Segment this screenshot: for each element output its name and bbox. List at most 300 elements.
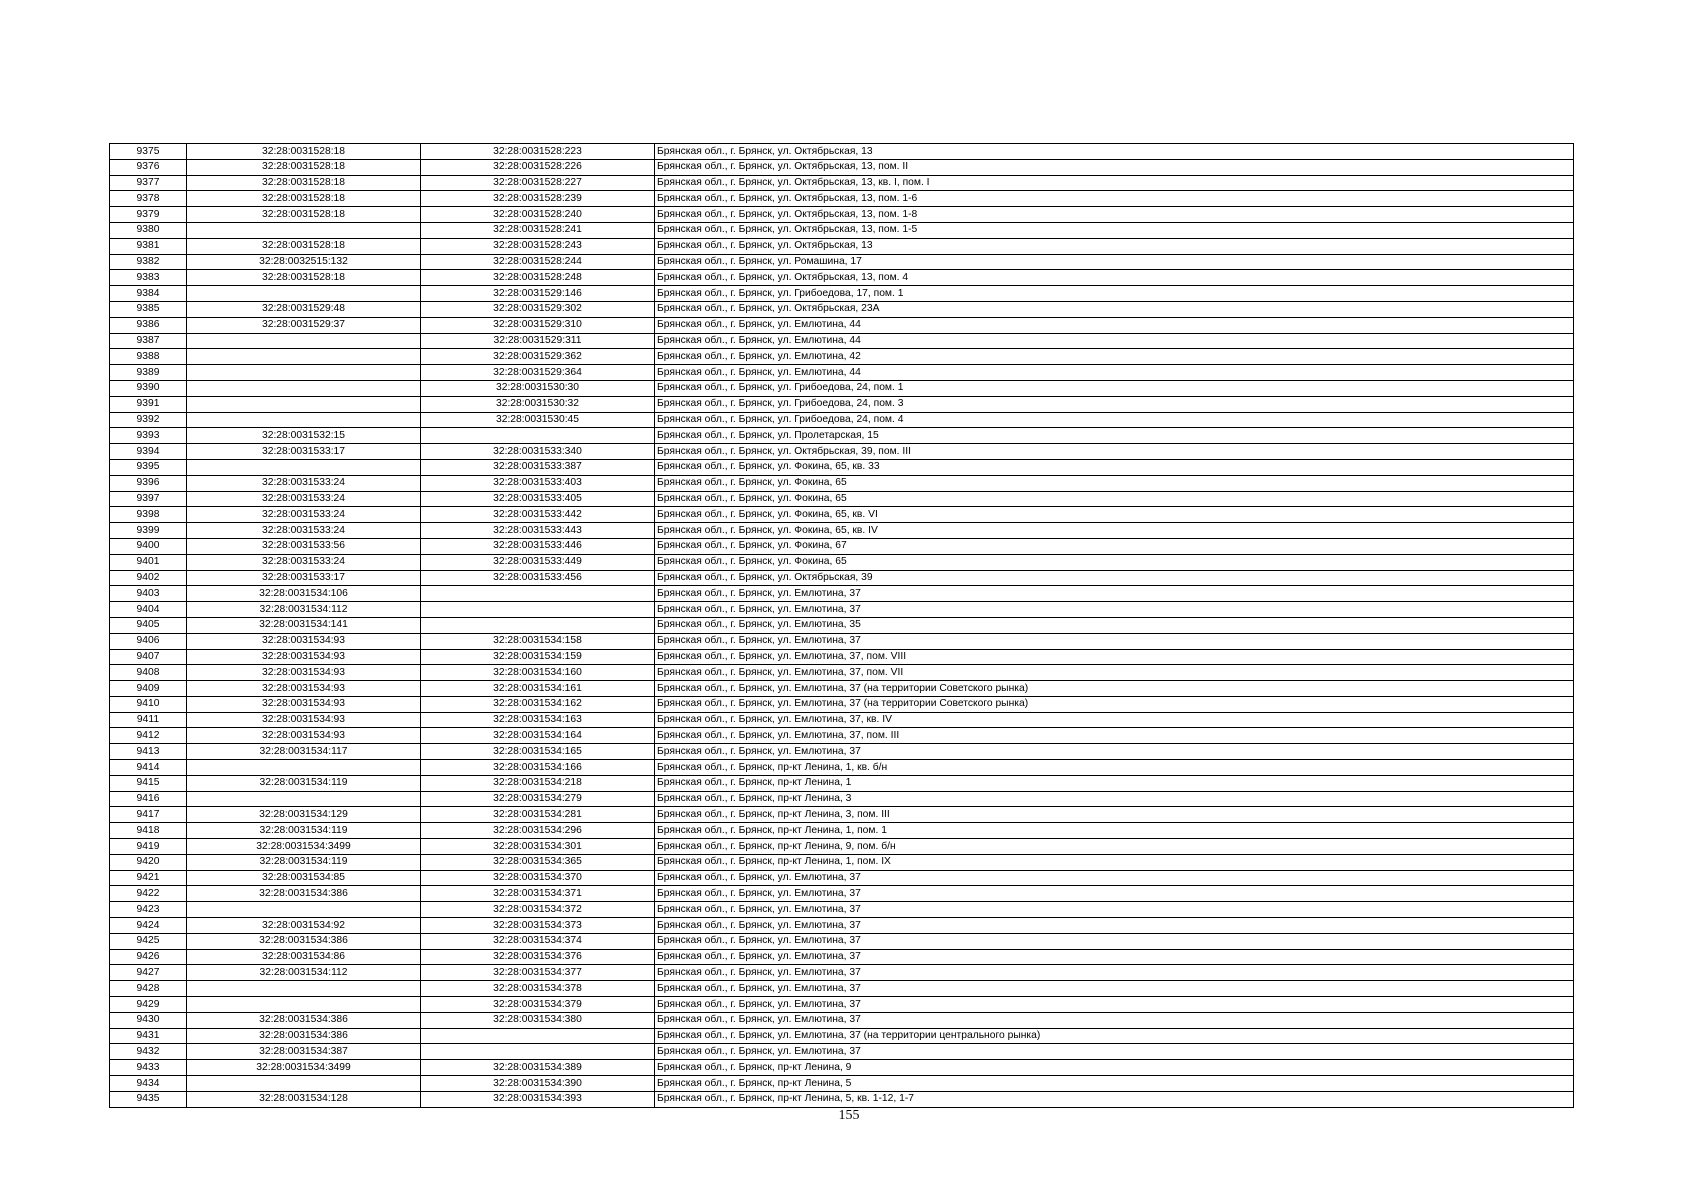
table-row: [110, 854, 1574, 870]
row-number-cell: 9377: [110, 175, 187, 191]
cadastral-number-cell: 32:28:0031534:301: [421, 839, 655, 855]
row-number-cell: 9416: [110, 791, 187, 807]
parent-cadastral-number-cell: 32:28:0031534:119: [187, 854, 421, 870]
parent-cadastral-number-cell: 32:28:0031534:93: [187, 649, 421, 665]
row-number-cell: 9421: [110, 870, 187, 886]
parent-cadastral-number-cell: [187, 365, 421, 381]
address-cell: Брянская обл., г. Брянск, ул. Ромашина, 17: [655, 254, 1574, 270]
table-row: [110, 523, 1574, 539]
table-row: [110, 712, 1574, 728]
address-cell: Брянская обл., г. Брянск, пр-кт Ленина, 3: [655, 791, 1574, 807]
table-row: [110, 333, 1574, 349]
parent-cadastral-number-cell: 32:28:0031533:24: [187, 554, 421, 570]
address-cell: Брянская обл., г. Брянск, ул. Фокина, 65: [655, 475, 1574, 491]
cadastral-number-cell: 32:28:0031534:372: [421, 902, 655, 918]
row-number-cell: 9407: [110, 649, 187, 665]
cadastral-number-cell: 32:28:0031534:377: [421, 965, 655, 981]
address-cell: Брянская обл., г. Брянск, ул. Емлютина, 37: [655, 1012, 1574, 1028]
row-number-cell: 9380: [110, 222, 187, 238]
parent-cadastral-number-cell: [187, 760, 421, 776]
cadastral-number-cell: 32:28:0031534:218: [421, 775, 655, 791]
parent-cadastral-number-cell: [187, 791, 421, 807]
address-cell: Брянская обл., г. Брянск, ул. Емлютина, 37 (на территории Советского рынка): [655, 681, 1574, 697]
table-row: [110, 649, 1574, 665]
parent-cadastral-number-cell: 32:28:0031534:3499: [187, 1060, 421, 1076]
row-number-cell: 9379: [110, 207, 187, 223]
parent-cadastral-number-cell: 32:28:0031534:112: [187, 602, 421, 618]
parent-cadastral-number-cell: 32:28:0031534:93: [187, 712, 421, 728]
table-body: [110, 144, 1574, 1108]
parent-cadastral-number-cell: [187, 222, 421, 238]
table-row: [110, 270, 1574, 286]
address-cell: Брянская обл., г. Брянск, пр-кт Ленина, 1, кв. б/н: [655, 760, 1574, 776]
cadastral-number-cell: 32:28:0031534:371: [421, 886, 655, 902]
table-row: [110, 459, 1574, 475]
row-number-cell: 9391: [110, 396, 187, 412]
cadastral-number-cell: 32:28:0031534:365: [421, 854, 655, 870]
table-row: [110, 981, 1574, 997]
cadastral-number-cell: 32:28:0031533:403: [421, 475, 655, 491]
table-row: [110, 586, 1574, 602]
cadastral-number-cell: [421, 586, 655, 602]
parent-cadastral-number-cell: [187, 981, 421, 997]
cadastral-number-cell: 32:28:0031528:241: [421, 222, 655, 238]
parent-cadastral-number-cell: 32:28:0031534:92: [187, 918, 421, 934]
parent-cadastral-number-cell: 32:28:0031534:386: [187, 886, 421, 902]
row-number-cell: 9415: [110, 775, 187, 791]
table-row: [110, 380, 1574, 396]
parent-cadastral-number-cell: 32:28:0031533:24: [187, 523, 421, 539]
parent-cadastral-number-cell: [187, 1076, 421, 1092]
cadastral-number-cell: 32:28:0031533:449: [421, 554, 655, 570]
cadastral-number-cell: 32:28:0031534:159: [421, 649, 655, 665]
cadastral-number-cell: 32:28:0031534:379: [421, 997, 655, 1013]
address-cell: Брянская обл., г. Брянск, ул. Октябрьская, 13, пом. 4: [655, 270, 1574, 286]
table-row: [110, 902, 1574, 918]
table-row: [110, 428, 1574, 444]
table-row: [110, 538, 1574, 554]
cadastral-number-cell: 32:28:0031529:310: [421, 317, 655, 333]
row-number-cell: 9430: [110, 1012, 187, 1028]
row-number-cell: 9387: [110, 333, 187, 349]
table-row: [110, 175, 1574, 191]
address-cell: Брянская обл., г. Брянск, пр-кт Ленина, 5: [655, 1076, 1574, 1092]
row-number-cell: 9424: [110, 918, 187, 934]
row-number-cell: 9426: [110, 949, 187, 965]
table-row: [110, 949, 1574, 965]
page-number: 155: [838, 1108, 860, 1123]
cadastral-number-cell: 32:28:0031534:376: [421, 949, 655, 965]
cadastral-number-cell: 32:28:0031534:393: [421, 1091, 655, 1107]
row-number-cell: 9394: [110, 444, 187, 460]
cadastral-number-cell: 32:28:0031533:340: [421, 444, 655, 460]
row-number-cell: 9433: [110, 1060, 187, 1076]
address-cell: Брянская обл., г. Брянск, ул. Емлютина, 35: [655, 617, 1574, 633]
row-number-cell: 9409: [110, 681, 187, 697]
row-number-cell: 9393: [110, 428, 187, 444]
cadastral-number-cell: 32:28:0031534:296: [421, 823, 655, 839]
row-number-cell: 9383: [110, 270, 187, 286]
row-number-cell: 9405: [110, 617, 187, 633]
parent-cadastral-number-cell: 32:28:0031533:24: [187, 475, 421, 491]
cadastral-number-cell: 32:28:0031533:387: [421, 459, 655, 475]
cadastral-number-cell: 32:28:0031528:239: [421, 191, 655, 207]
table-row: [110, 412, 1574, 428]
cadastral-number-cell: 32:28:0031528:227: [421, 175, 655, 191]
parent-cadastral-number-cell: 32:28:0031534:93: [187, 665, 421, 681]
parent-cadastral-number-cell: 32:28:0031533:56: [187, 538, 421, 554]
address-cell: Брянская обл., г. Брянск, ул. Октябрьская, 13, пом. 1-6: [655, 191, 1574, 207]
row-number-cell: 9398: [110, 507, 187, 523]
address-cell: Брянская обл., г. Брянск, пр-кт Ленина, 1: [655, 775, 1574, 791]
address-cell: Брянская обл., г. Брянск, пр-кт Ленина, 1, пом. 1: [655, 823, 1574, 839]
row-number-cell: 9410: [110, 696, 187, 712]
table-row: [110, 633, 1574, 649]
cadastral-number-cell: [421, 617, 655, 633]
address-cell: Брянская обл., г. Брянск, ул. Емлютина, 44: [655, 365, 1574, 381]
parent-cadastral-number-cell: 32:28:0031534:93: [187, 696, 421, 712]
row-number-cell: 9400: [110, 538, 187, 554]
table-row: [110, 696, 1574, 712]
cadastral-number-cell: 32:28:0031534:389: [421, 1060, 655, 1076]
cadastral-number-cell: 32:28:0031528:243: [421, 238, 655, 254]
table-row: [110, 602, 1574, 618]
cadastral-number-cell: 32:28:0031534:165: [421, 744, 655, 760]
row-number-cell: 9386: [110, 317, 187, 333]
parent-cadastral-number-cell: 32:28:0031533:24: [187, 507, 421, 523]
table-row: [110, 617, 1574, 633]
cadastral-number-cell: [421, 1044, 655, 1060]
row-number-cell: 9428: [110, 981, 187, 997]
row-number-cell: 9378: [110, 191, 187, 207]
row-number-cell: 9422: [110, 886, 187, 902]
parent-cadastral-number-cell: [187, 396, 421, 412]
row-number-cell: 9381: [110, 238, 187, 254]
cadastral-number-cell: 32:28:0031529:146: [421, 286, 655, 302]
address-cell: Брянская обл., г. Брянск, ул. Емлютина, 37: [655, 902, 1574, 918]
row-number-cell: 9434: [110, 1076, 187, 1092]
parent-cadastral-number-cell: 32:28:0031534:93: [187, 681, 421, 697]
address-cell: Брянская обл., г. Брянск, пр-кт Ленина, 5, кв. 1-12, 1-7: [655, 1091, 1574, 1107]
parent-cadastral-number-cell: 32:28:0031534:86: [187, 949, 421, 965]
parent-cadastral-number-cell: 32:28:0031534:117: [187, 744, 421, 760]
address-cell: Брянская обл., г. Брянск, ул. Фокина, 67: [655, 538, 1574, 554]
table-row: [110, 791, 1574, 807]
parent-cadastral-number-cell: 32:28:0031534:85: [187, 870, 421, 886]
cadastral-number-cell: 32:28:0031534:380: [421, 1012, 655, 1028]
address-cell: Брянская обл., г. Брянск, пр-кт Ленина, 3, пом. III: [655, 807, 1574, 823]
cadastral-number-cell: 32:28:0031528:223: [421, 144, 655, 160]
table-row: [110, 886, 1574, 902]
cadastral-number-cell: 32:28:0031534:158: [421, 633, 655, 649]
row-number-cell: 9423: [110, 902, 187, 918]
address-cell: Брянская обл., г. Брянск, ул. Октябрьская, 13, пом. 1-5: [655, 222, 1574, 238]
address-cell: Брянская обл., г. Брянск, ул. Грибоедова, 24, пом. 3: [655, 396, 1574, 412]
cadastral-number-cell: 32:28:0031534:390: [421, 1076, 655, 1092]
table-row: [110, 1012, 1574, 1028]
address-cell: Брянская обл., г. Брянск, ул. Емлютина, 44: [655, 333, 1574, 349]
row-number-cell: 9427: [110, 965, 187, 981]
table-row: [110, 1076, 1574, 1092]
address-cell: Брянская обл., г. Брянск, ул. Емлютина, 37, пом. III: [655, 728, 1574, 744]
address-cell: Брянская обл., г. Брянск, пр-кт Ленина, 9, пом. б/н: [655, 839, 1574, 855]
parent-cadastral-number-cell: 32:28:0031528:18: [187, 238, 421, 254]
cadastral-number-cell: 32:28:0031528:226: [421, 159, 655, 175]
table-row: [110, 760, 1574, 776]
table-row: [110, 823, 1574, 839]
parent-cadastral-number-cell: 32:28:0031528:18: [187, 144, 421, 160]
table-row: [110, 1044, 1574, 1060]
parent-cadastral-number-cell: 32:28:0031534:141: [187, 617, 421, 633]
cadastral-number-cell: 32:28:0031530:45: [421, 412, 655, 428]
row-number-cell: 9425: [110, 933, 187, 949]
address-cell: Брянская обл., г. Брянск, ул. Емлютина, 37: [655, 602, 1574, 618]
table-row: [110, 807, 1574, 823]
address-cell: Брянская обл., г. Брянск, ул. Емлютина, 37: [655, 933, 1574, 949]
cadastral-number-cell: 32:28:0031530:32: [421, 396, 655, 412]
parent-cadastral-number-cell: 32:28:0031534:93: [187, 728, 421, 744]
table-row: [110, 301, 1574, 317]
table-row: [110, 744, 1574, 760]
address-cell: Брянская обл., г. Брянск, ул. Фокина, 65, кв. VI: [655, 507, 1574, 523]
cadastral-number-cell: 32:28:0031534:162: [421, 696, 655, 712]
row-number-cell: 9382: [110, 254, 187, 270]
cadastral-number-cell: 32:28:0031534:166: [421, 760, 655, 776]
table-row: [110, 570, 1574, 586]
cadastral-number-cell: [421, 1028, 655, 1044]
row-number-cell: 9389: [110, 365, 187, 381]
row-number-cell: 9431: [110, 1028, 187, 1044]
table-row: [110, 997, 1574, 1013]
row-number-cell: 9385: [110, 301, 187, 317]
address-cell: Брянская обл., г. Брянск, ул. Емлютина, 37: [655, 870, 1574, 886]
address-cell: Брянская обл., г. Брянск, ул. Октябрьская, 13, пом. II: [655, 159, 1574, 175]
cadastral-number-cell: 32:28:0031533:446: [421, 538, 655, 554]
table-row: [110, 933, 1574, 949]
parent-cadastral-number-cell: 32:28:0031534:128: [187, 1091, 421, 1107]
cadastral-number-cell: 32:28:0031529:302: [421, 301, 655, 317]
cadastral-number-cell: 32:28:0031533:442: [421, 507, 655, 523]
row-number-cell: 9376: [110, 159, 187, 175]
row-number-cell: 9411: [110, 712, 187, 728]
address-cell: Брянская обл., г. Брянск, ул. Фокина, 65: [655, 491, 1574, 507]
row-number-cell: 9397: [110, 491, 187, 507]
address-cell: Брянская обл., г. Брянск, ул. Емлютина, 37: [655, 633, 1574, 649]
table-row: [110, 254, 1574, 270]
row-number-cell: 9420: [110, 854, 187, 870]
row-number-cell: 9432: [110, 1044, 187, 1060]
address-cell: Брянская обл., г. Брянск, ул. Емлютина, 37: [655, 965, 1574, 981]
row-number-cell: 9406: [110, 633, 187, 649]
address-cell: Брянская обл., г. Брянск, ул. Грибоедова, 24, пом. 4: [655, 412, 1574, 428]
cadastral-number-cell: 32:28:0031529:362: [421, 349, 655, 365]
address-cell: Брянская обл., г. Брянск, ул. Емлютина, 37: [655, 949, 1574, 965]
address-cell: Брянская обл., г. Брянск, ул. Пролетарская, 15: [655, 428, 1574, 444]
table-row: [110, 365, 1574, 381]
row-number-cell: 9408: [110, 665, 187, 681]
address-cell: Брянская обл., г. Брянск, ул. Фокина, 65, кв. 33: [655, 459, 1574, 475]
address-cell: Брянская обл., г. Брянск, ул. Октябрьская, 13: [655, 238, 1574, 254]
row-number-cell: 9419: [110, 839, 187, 855]
cadastral-number-cell: 32:28:0031534:160: [421, 665, 655, 681]
address-cell: Брянская обл., г. Брянск, ул. Емлютина, 37: [655, 744, 1574, 760]
table-row: [110, 238, 1574, 254]
table-row: [110, 191, 1574, 207]
table-row: [110, 491, 1574, 507]
table-row: [110, 1091, 1574, 1107]
address-cell: Брянская обл., г. Брянск, ул. Емлютина, 37: [655, 981, 1574, 997]
cadastral-number-cell: 32:28:0031528:244: [421, 254, 655, 270]
parent-cadastral-number-cell: 32:28:0031528:18: [187, 175, 421, 191]
cadastral-number-cell: 32:28:0031533:443: [421, 523, 655, 539]
address-cell: Брянская обл., г. Брянск, ул. Емлютина, 37: [655, 586, 1574, 602]
parent-cadastral-number-cell: [187, 349, 421, 365]
parent-cadastral-number-cell: [187, 380, 421, 396]
address-cell: Брянская обл., г. Брянск, ул. Грибоедова, 24, пом. 1: [655, 380, 1574, 396]
table-row: [110, 870, 1574, 886]
cadastral-number-cell: 32:28:0031534:161: [421, 681, 655, 697]
cadastral-number-cell: [421, 428, 655, 444]
address-cell: Брянская обл., г. Брянск, ул. Фокина, 65, кв. IV: [655, 523, 1574, 539]
table-row: [110, 207, 1574, 223]
row-number-cell: 9392: [110, 412, 187, 428]
parent-cadastral-number-cell: 32:28:0031529:48: [187, 301, 421, 317]
table-row: [110, 965, 1574, 981]
row-number-cell: 9412: [110, 728, 187, 744]
parent-cadastral-number-cell: 32:28:0031528:18: [187, 207, 421, 223]
table-row: [110, 144, 1574, 160]
address-cell: Брянская обл., г. Брянск, ул. Октябрьская, 13, кв. I, пом. I: [655, 175, 1574, 191]
address-cell: Брянская обл., г. Брянск, ул. Емлютина, 37: [655, 918, 1574, 934]
parent-cadastral-number-cell: 32:28:0031529:37: [187, 317, 421, 333]
address-cell: Брянская обл., г. Брянск, ул. Октябрьская, 23А: [655, 301, 1574, 317]
parent-cadastral-number-cell: 32:28:0032515:132: [187, 254, 421, 270]
row-number-cell: 9417: [110, 807, 187, 823]
table-row: [110, 1028, 1574, 1044]
row-number-cell: 9429: [110, 997, 187, 1013]
address-cell: Брянская обл., г. Брянск, ул. Фокина, 65: [655, 554, 1574, 570]
row-number-cell: 9414: [110, 760, 187, 776]
parent-cadastral-number-cell: [187, 333, 421, 349]
address-cell: Брянская обл., г. Брянск, ул. Емлютина, 44: [655, 317, 1574, 333]
row-number-cell: 9418: [110, 823, 187, 839]
cadastral-number-cell: [421, 602, 655, 618]
table-row: [110, 918, 1574, 934]
address-cell: Брянская обл., г. Брянск, ул. Октябрьская, 39: [655, 570, 1574, 586]
address-cell: Брянская обл., г. Брянск, ул. Грибоедова, 17, пом. 1: [655, 286, 1574, 302]
parent-cadastral-number-cell: 32:28:0031533:24: [187, 491, 421, 507]
address-cell: Брянская обл., г. Брянск, ул. Октябрьская, 13: [655, 144, 1574, 160]
cadastral-number-cell: 32:28:0031534:370: [421, 870, 655, 886]
table-row: [110, 507, 1574, 523]
parent-cadastral-number-cell: 32:28:0031534:119: [187, 775, 421, 791]
row-number-cell: 9384: [110, 286, 187, 302]
parent-cadastral-number-cell: 32:28:0031534:119: [187, 823, 421, 839]
address-cell: Брянская обл., г. Брянск, ул. Емлютина, 37: [655, 886, 1574, 902]
table-row: [110, 396, 1574, 412]
table-row: [110, 554, 1574, 570]
address-cell: Брянская обл., г. Брянск, ул. Октябрьская, 39, пом. III: [655, 444, 1574, 460]
parent-cadastral-number-cell: 32:28:0031528:18: [187, 270, 421, 286]
table-row: [110, 681, 1574, 697]
cadastral-number-cell: 32:28:0031529:364: [421, 365, 655, 381]
cadastral-number-cell: 32:28:0031534:281: [421, 807, 655, 823]
table-row: [110, 728, 1574, 744]
row-number-cell: 9375: [110, 144, 187, 160]
cadastral-number-cell: 32:28:0031533:456: [421, 570, 655, 586]
row-number-cell: 9396: [110, 475, 187, 491]
parent-cadastral-number-cell: 32:28:0031534:386: [187, 1012, 421, 1028]
address-cell: Брянская обл., г. Брянск, пр-кт Ленина, 9: [655, 1060, 1574, 1076]
address-cell: Брянская обл., г. Брянск, ул. Емлютина, 37: [655, 997, 1574, 1013]
parent-cadastral-number-cell: [187, 412, 421, 428]
parent-cadastral-number-cell: 32:28:0031532:15: [187, 428, 421, 444]
parent-cadastral-number-cell: 32:28:0031534:387: [187, 1044, 421, 1060]
row-number-cell: 9395: [110, 459, 187, 475]
cadastral-number-cell: 32:28:0031534:279: [421, 791, 655, 807]
cadastral-number-cell: 32:28:0031530:30: [421, 380, 655, 396]
parent-cadastral-number-cell: [187, 459, 421, 475]
table-row: [110, 839, 1574, 855]
row-number-cell: 9402: [110, 570, 187, 586]
parent-cadastral-number-cell: [187, 997, 421, 1013]
table-row: [110, 317, 1574, 333]
table-row: [110, 349, 1574, 365]
table-row: [110, 444, 1574, 460]
parent-cadastral-number-cell: 32:28:0031534:386: [187, 1028, 421, 1044]
row-number-cell: 9388: [110, 349, 187, 365]
address-cell: Брянская обл., г. Брянск, ул. Емлютина, 42: [655, 349, 1574, 365]
row-number-cell: 9399: [110, 523, 187, 539]
cadastral-number-cell: 32:28:0031534:378: [421, 981, 655, 997]
table-row: [110, 475, 1574, 491]
property-table: [109, 143, 1574, 1108]
parent-cadastral-number-cell: 32:28:0031528:18: [187, 159, 421, 175]
address-cell: Брянская обл., г. Брянск, ул. Емлютина, 37, пом. VII: [655, 665, 1574, 681]
table-row: [110, 222, 1574, 238]
cadastral-number-cell: 32:28:0031534:163: [421, 712, 655, 728]
table-row: [110, 665, 1574, 681]
parent-cadastral-number-cell: 32:28:0031534:386: [187, 933, 421, 949]
row-number-cell: 9404: [110, 602, 187, 618]
table-row: [110, 159, 1574, 175]
row-number-cell: 9403: [110, 586, 187, 602]
row-number-cell: 9413: [110, 744, 187, 760]
address-cell: Брянская обл., г. Брянск, ул. Емлютина, 37, кв. IV: [655, 712, 1574, 728]
parent-cadastral-number-cell: 32:28:0031534:112: [187, 965, 421, 981]
parent-cadastral-number-cell: [187, 902, 421, 918]
parent-cadastral-number-cell: 32:28:0031534:3499: [187, 839, 421, 855]
parent-cadastral-number-cell: 32:28:0031533:17: [187, 570, 421, 586]
cadastral-number-cell: 32:28:0031534:374: [421, 933, 655, 949]
cadastral-number-cell: 32:28:0031529:311: [421, 333, 655, 349]
cadastral-number-cell: 32:28:0031534:164: [421, 728, 655, 744]
parent-cadastral-number-cell: 32:28:0031534:106: [187, 586, 421, 602]
cadastral-number-cell: 32:28:0031534:373: [421, 918, 655, 934]
address-cell: Брянская обл., г. Брянск, ул. Емлютина, 37, пом. VIII: [655, 649, 1574, 665]
table-row: [110, 286, 1574, 302]
address-cell: Брянская обл., г. Брянск, ул. Октябрьская, 13, пом. 1-8: [655, 207, 1574, 223]
address-cell: Брянская обл., г. Брянск, пр-кт Ленина, 1, пом. IX: [655, 854, 1574, 870]
address-cell: Брянская обл., г. Брянск, ул. Емлютина, 37 (на территории Советского рынка): [655, 696, 1574, 712]
cadastral-number-cell: 32:28:0031528:240: [421, 207, 655, 223]
cadastral-number-cell: 32:28:0031528:248: [421, 270, 655, 286]
parent-cadastral-number-cell: 32:28:0031533:17: [187, 444, 421, 460]
row-number-cell: 9435: [110, 1091, 187, 1107]
table-row: [110, 1060, 1574, 1076]
parent-cadastral-number-cell: 32:28:0031528:18: [187, 191, 421, 207]
parent-cadastral-number-cell: [187, 286, 421, 302]
